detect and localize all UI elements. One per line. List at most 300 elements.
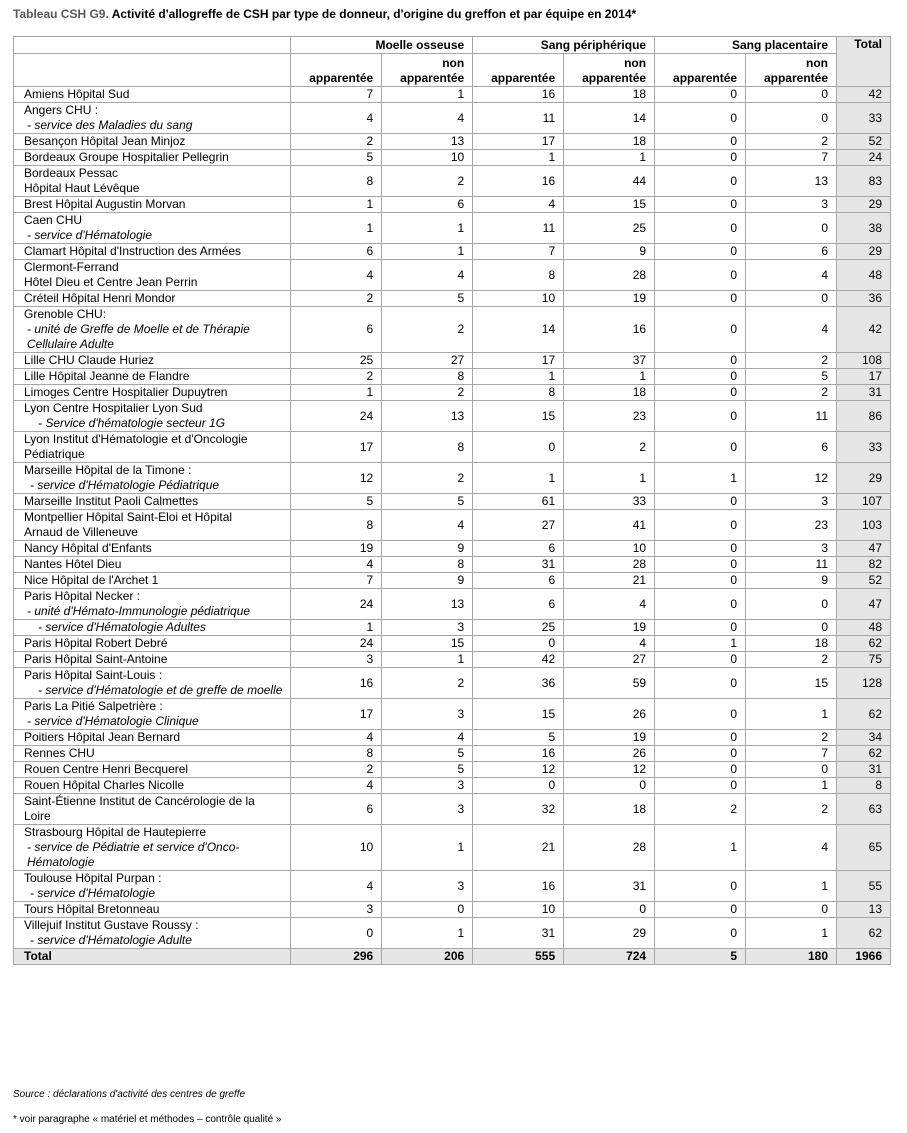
team-name-line: Saint-Étienne Institut de Cancérologie de la — [24, 794, 255, 808]
value-cell: 0 — [655, 778, 746, 794]
total-cell: 52 — [837, 134, 891, 150]
team-name-cell — [14, 620, 291, 636]
team-name-line: Lille Hôpital Jeanne de Flandre — [24, 369, 190, 383]
value-cell: 2 — [746, 652, 837, 668]
value-cell: 8 — [291, 746, 382, 762]
value-cell: 24 — [291, 401, 382, 432]
value-cell: 0 — [746, 103, 837, 134]
value-cell: 0 — [655, 494, 746, 510]
value-cell: 0 — [655, 762, 746, 778]
table-row — [14, 730, 891, 746]
value-cell: 10 — [382, 150, 473, 166]
table-row — [14, 918, 891, 949]
table-row — [14, 778, 891, 794]
value-cell: 1 — [382, 87, 473, 103]
value-cell: 1 — [382, 825, 473, 871]
total-cell: 75 — [837, 652, 891, 668]
team-name-line: Paris Hôpital Robert Debré — [24, 636, 168, 650]
team-name-line: Créteil Hôpital Henri Mondor — [24, 291, 176, 305]
value-cell: 5 — [291, 150, 382, 166]
value-cell: 6 — [473, 573, 564, 589]
value-cell: 1 — [564, 463, 655, 494]
value-cell: 0 — [473, 778, 564, 794]
footnote: * voir paragraphe « matériel et méthodes – contrôle qualité » — [13, 1114, 282, 1125]
value-cell: 11 — [473, 103, 564, 134]
value-cell: 2 — [382, 668, 473, 699]
activity-table — [13, 36, 891, 965]
value-cell: 18 — [746, 636, 837, 652]
value-cell: 10 — [473, 902, 564, 918]
team-name-cell — [14, 432, 291, 463]
table-title — [13, 7, 636, 21]
value-cell: 2 — [382, 307, 473, 353]
value-cell: 15 — [473, 401, 564, 432]
value-cell: 5 — [382, 762, 473, 778]
table-row — [14, 902, 891, 918]
team-name-line: Clermont-Ferrand — [24, 260, 119, 274]
value-cell: 0 — [655, 134, 746, 150]
team-name-line: Amiens Hôpital Sud — [24, 87, 130, 101]
value-cell: 41 — [564, 510, 655, 541]
total-cell: 103 — [837, 510, 891, 541]
value-cell: 0 — [746, 87, 837, 103]
value-cell: 4 — [746, 307, 837, 353]
team-name-line: Hôtel Dieu et Centre Jean Perrin — [24, 275, 198, 289]
team-name-cell — [14, 291, 291, 307]
header-sub-5: apparentée — [655, 54, 746, 87]
table-row — [14, 103, 891, 134]
value-cell: 16 — [473, 746, 564, 762]
value-cell: 4 — [564, 589, 655, 620]
value-cell: 2 — [746, 794, 837, 825]
team-name-cell — [14, 762, 291, 778]
value-cell: 2 — [291, 291, 382, 307]
total-row — [14, 949, 891, 965]
service-name: - service d'Hématologie — [27, 228, 153, 242]
service-name: - service d'Hématologie Adultes — [38, 620, 206, 634]
value-cell: 32 — [473, 794, 564, 825]
value-cell: 0 — [655, 385, 746, 401]
value-cell: 1 — [291, 620, 382, 636]
team-name-cell — [14, 134, 291, 150]
team-name-cell — [14, 260, 291, 291]
value-cell: 1 — [473, 150, 564, 166]
value-cell: 24 — [291, 636, 382, 652]
value-cell: 0 — [655, 260, 746, 291]
table-row — [14, 134, 891, 150]
total-cell: 42 — [837, 87, 891, 103]
total-value-cell: 206 — [382, 949, 473, 965]
value-cell: 10 — [473, 291, 564, 307]
value-cell: 17 — [291, 432, 382, 463]
value-cell: 1 — [564, 369, 655, 385]
header-sub-2: non apparentée — [382, 54, 473, 87]
service-name: - service d'Hématologie — [30, 886, 156, 900]
header-row-groups — [14, 37, 891, 54]
total-cell: 65 — [837, 825, 891, 871]
team-name-cell — [14, 589, 291, 620]
team-name-cell — [14, 730, 291, 746]
table-row — [14, 652, 891, 668]
table-row — [14, 573, 891, 589]
value-cell: 0 — [655, 401, 746, 432]
total-cell: 8 — [837, 778, 891, 794]
value-cell: 31 — [564, 871, 655, 902]
team-name-line: Poitiers Hôpital Jean Bernard — [24, 730, 181, 744]
value-cell: 19 — [564, 620, 655, 636]
value-cell: 25 — [291, 353, 382, 369]
value-cell: 0 — [655, 902, 746, 918]
value-cell: 18 — [564, 134, 655, 150]
value-cell: 13 — [746, 166, 837, 197]
table-row — [14, 87, 891, 103]
team-name-line: Strasbourg Hôpital de Hautepierre — [24, 825, 207, 839]
team-name-cell — [14, 871, 291, 902]
team-name-cell — [14, 794, 291, 825]
value-cell: 14 — [564, 103, 655, 134]
value-cell: 27 — [564, 652, 655, 668]
header-total: Total — [837, 37, 891, 87]
value-cell: 16 — [291, 668, 382, 699]
value-cell: 0 — [655, 573, 746, 589]
value-cell: 4 — [291, 260, 382, 291]
value-cell: 3 — [291, 652, 382, 668]
total-cell: 29 — [837, 197, 891, 213]
value-cell: 42 — [473, 652, 564, 668]
table-row — [14, 762, 891, 778]
team-name-cell — [14, 778, 291, 794]
value-cell: 5 — [382, 291, 473, 307]
value-cell: 16 — [473, 166, 564, 197]
total-value-cell: 555 — [473, 949, 564, 965]
team-name-line: Grenoble CHU: — [24, 307, 107, 321]
service-name: - service d'Hématologie Clinique — [27, 714, 199, 728]
value-cell: 31 — [473, 557, 564, 573]
value-cell: 12 — [564, 762, 655, 778]
value-cell: 1 — [291, 385, 382, 401]
team-name-line: Lyon Centre Hospitalier Lyon Sud — [24, 401, 203, 415]
team-name-cell — [14, 353, 291, 369]
value-cell: 7 — [473, 244, 564, 260]
table-row — [14, 541, 891, 557]
value-cell: 6 — [473, 541, 564, 557]
value-cell: 1 — [655, 636, 746, 652]
value-cell: 6 — [382, 197, 473, 213]
total-cell: 63 — [837, 794, 891, 825]
total-cell: 34 — [837, 730, 891, 746]
value-cell: 2 — [382, 463, 473, 494]
value-cell: 0 — [655, 730, 746, 746]
source-note: Source : déclarations d'activité des centres de greffe — [13, 1089, 246, 1100]
service-name: - Service d'hématologie secteur 1G — [38, 416, 226, 430]
value-cell: 21 — [564, 573, 655, 589]
value-cell: 0 — [655, 652, 746, 668]
total-cell: 82 — [837, 557, 891, 573]
value-cell: 3 — [746, 197, 837, 213]
value-cell: 3 — [746, 541, 837, 557]
service-name: - service d'Hématologie Adulte — [30, 933, 192, 947]
value-cell: 4 — [291, 871, 382, 902]
value-cell: 7 — [291, 573, 382, 589]
value-cell: 15 — [473, 699, 564, 730]
value-cell: 37 — [564, 353, 655, 369]
value-cell: 9 — [382, 541, 473, 557]
value-cell: 0 — [655, 746, 746, 762]
value-cell: 6 — [746, 432, 837, 463]
value-cell: 6 — [291, 244, 382, 260]
team-name-line: Toulouse Hôpital Purpan : — [24, 871, 162, 885]
value-cell: 1 — [382, 918, 473, 949]
team-name-line: Pédiatrique — [24, 447, 85, 461]
table-row — [14, 668, 891, 699]
value-cell: 1 — [655, 825, 746, 871]
team-name-line: Brest Hôpital Augustin Morvan — [24, 197, 186, 211]
team-name-line: Paris Hôpital Saint-Louis : — [24, 668, 163, 682]
total-cell: 128 — [837, 668, 891, 699]
value-cell: 17 — [473, 134, 564, 150]
total-cell: 29 — [837, 463, 891, 494]
total-cell: 42 — [837, 307, 891, 353]
team-name-cell — [14, 668, 291, 699]
value-cell: 1 — [746, 918, 837, 949]
table-row — [14, 825, 891, 871]
value-cell: 8 — [291, 166, 382, 197]
value-cell: 3 — [291, 902, 382, 918]
table-row — [14, 871, 891, 902]
value-cell: 15 — [746, 668, 837, 699]
value-cell: 8 — [382, 432, 473, 463]
value-cell: 0 — [655, 213, 746, 244]
value-cell: 0 — [746, 620, 837, 636]
header-corner — [14, 37, 291, 54]
value-cell: 2 — [746, 134, 837, 150]
team-name-line: Lyon Institut d'Hématologie et d'Oncologie — [24, 432, 248, 446]
total-cell: 107 — [837, 494, 891, 510]
team-name-line: Limoges Centre Hospitalier Dupuytren — [24, 385, 228, 399]
value-cell: 0 — [746, 902, 837, 918]
value-cell: 8 — [382, 369, 473, 385]
value-cell: 9 — [382, 573, 473, 589]
team-name-cell — [14, 636, 291, 652]
value-cell: 4 — [382, 510, 473, 541]
value-cell: 15 — [382, 636, 473, 652]
value-cell: 12 — [473, 762, 564, 778]
team-name-cell — [14, 902, 291, 918]
total-cell: 24 — [837, 150, 891, 166]
value-cell: 13 — [382, 589, 473, 620]
value-cell: 8 — [473, 385, 564, 401]
header-sang-peripherique: Sang périphérique — [473, 37, 655, 54]
total-cell: 29 — [837, 244, 891, 260]
value-cell: 1 — [382, 652, 473, 668]
total-cell: 17 — [837, 369, 891, 385]
value-cell: 4 — [382, 103, 473, 134]
team-name-cell — [14, 494, 291, 510]
table-row — [14, 166, 891, 197]
value-cell: 16 — [564, 307, 655, 353]
value-cell: 2 — [655, 794, 746, 825]
value-cell: 23 — [746, 510, 837, 541]
value-cell: 15 — [564, 197, 655, 213]
total-cell: 31 — [837, 385, 891, 401]
value-cell: 3 — [382, 794, 473, 825]
team-name-cell — [14, 541, 291, 557]
value-cell: 0 — [473, 432, 564, 463]
value-cell: 0 — [655, 432, 746, 463]
table-row — [14, 244, 891, 260]
value-cell: 4 — [382, 260, 473, 291]
value-cell: 44 — [564, 166, 655, 197]
value-cell: 1 — [291, 213, 382, 244]
value-cell: 25 — [564, 213, 655, 244]
value-cell: 0 — [746, 762, 837, 778]
value-cell: 21 — [473, 825, 564, 871]
value-cell: 29 — [564, 918, 655, 949]
team-name-line: Clamart Hôpital d'Instruction des Armées — [24, 244, 242, 258]
value-cell: 8 — [382, 557, 473, 573]
team-name-line: Paris Hôpital Saint-Antoine — [24, 652, 168, 666]
value-cell: 18 — [564, 385, 655, 401]
value-cell: 33 — [564, 494, 655, 510]
team-name-cell — [14, 385, 291, 401]
team-name-cell — [14, 557, 291, 573]
team-name-cell — [14, 244, 291, 260]
value-cell: 11 — [746, 401, 837, 432]
team-name-line: Rouen Hôpital Charles Nicolle — [24, 778, 185, 792]
value-cell: 0 — [746, 589, 837, 620]
table-row — [14, 699, 891, 730]
header-corner-2 — [14, 54, 291, 87]
value-cell: 0 — [655, 197, 746, 213]
total-cell: 48 — [837, 620, 891, 636]
total-cell: 62 — [837, 746, 891, 762]
total-value-cell: 724 — [564, 949, 655, 965]
table-row — [14, 307, 891, 353]
total-cell: 62 — [837, 699, 891, 730]
value-cell: 19 — [564, 291, 655, 307]
value-cell: 4 — [291, 557, 382, 573]
value-cell: 0 — [655, 620, 746, 636]
value-cell: 14 — [473, 307, 564, 353]
header-sang-placentaire: Sang placentaire — [655, 37, 837, 54]
header-moelle-osseuse: Moelle osseuse — [291, 37, 473, 54]
value-cell: 3 — [382, 778, 473, 794]
table-row — [14, 150, 891, 166]
value-cell: 4 — [564, 636, 655, 652]
value-cell: 7 — [746, 150, 837, 166]
team-name-line: Nice Hôpital de l'Archet 1 — [24, 573, 159, 587]
value-cell: 0 — [473, 636, 564, 652]
team-name-cell — [14, 699, 291, 730]
value-cell: 36 — [473, 668, 564, 699]
value-cell: 0 — [291, 918, 382, 949]
value-cell: 26 — [564, 746, 655, 762]
table-row — [14, 369, 891, 385]
value-cell: 0 — [655, 291, 746, 307]
total-cell: 55 — [837, 871, 891, 902]
table-row — [14, 353, 891, 369]
team-name-line: Paris Hôpital Necker : — [24, 589, 141, 603]
value-cell: 1 — [382, 244, 473, 260]
total-cell: 36 — [837, 291, 891, 307]
team-name-cell — [14, 746, 291, 762]
team-name-line: Caen CHU — [24, 213, 83, 227]
value-cell: 16 — [473, 871, 564, 902]
team-name-cell — [14, 197, 291, 213]
value-cell: 59 — [564, 668, 655, 699]
value-cell: 5 — [291, 494, 382, 510]
value-cell: 3 — [382, 620, 473, 636]
header-row-sub — [14, 54, 891, 87]
value-cell: 4 — [382, 730, 473, 746]
team-name-cell — [14, 150, 291, 166]
total-value-cell: 180 — [746, 949, 837, 965]
value-cell: 1 — [473, 463, 564, 494]
table-row — [14, 557, 891, 573]
total-cell: 47 — [837, 541, 891, 557]
value-cell: 13 — [382, 134, 473, 150]
header-sub-3: apparentée — [473, 54, 564, 87]
team-name-line: Angers CHU : — [24, 103, 99, 117]
value-cell: 0 — [746, 213, 837, 244]
value-cell: 13 — [382, 401, 473, 432]
value-cell: 1 — [291, 197, 382, 213]
value-cell: 0 — [655, 307, 746, 353]
value-cell: 18 — [564, 794, 655, 825]
total-value-cell: 296 — [291, 949, 382, 965]
value-cell: 0 — [655, 871, 746, 902]
value-cell: 0 — [655, 369, 746, 385]
team-name-cell — [14, 369, 291, 385]
value-cell: 6 — [473, 589, 564, 620]
table-title-prefix: Tableau CSH G9. — [13, 7, 109, 21]
table-row — [14, 291, 891, 307]
value-cell: 9 — [746, 573, 837, 589]
value-cell: 5 — [382, 746, 473, 762]
table-row — [14, 463, 891, 494]
team-name-cell — [14, 463, 291, 494]
value-cell: 6 — [291, 794, 382, 825]
header-sub-6: non apparentée — [746, 54, 837, 87]
value-cell: 28 — [564, 557, 655, 573]
team-name-line: Rennes CHU — [24, 746, 95, 760]
value-cell: 17 — [473, 353, 564, 369]
team-name-cell — [14, 307, 291, 353]
value-cell: 4 — [746, 260, 837, 291]
table-row — [14, 794, 891, 825]
team-name-line: Bordeaux Groupe Hospitalier Pellegrin — [24, 150, 229, 164]
value-cell: 11 — [473, 213, 564, 244]
value-cell: 3 — [382, 699, 473, 730]
value-cell: 0 — [655, 244, 746, 260]
total-cell: 33 — [837, 432, 891, 463]
total-cell: 13 — [837, 902, 891, 918]
total-cell: 62 — [837, 636, 891, 652]
value-cell: 28 — [564, 260, 655, 291]
value-cell: 2 — [564, 432, 655, 463]
value-cell: 7 — [291, 87, 382, 103]
value-cell: 4 — [746, 825, 837, 871]
total-cell: 38 — [837, 213, 891, 244]
team-name-line: Rouen Centre Henri Becquerel — [24, 762, 189, 776]
value-cell: 3 — [746, 494, 837, 510]
value-cell: 0 — [655, 150, 746, 166]
value-cell: 26 — [564, 699, 655, 730]
team-name-cell — [14, 918, 291, 949]
service-name: - unité de Greffe de Moelle et de Thérapie Cellulaire Adulte — [27, 322, 250, 351]
service-name: - service des Maladies du sang — [27, 118, 193, 132]
value-cell: 17 — [291, 699, 382, 730]
